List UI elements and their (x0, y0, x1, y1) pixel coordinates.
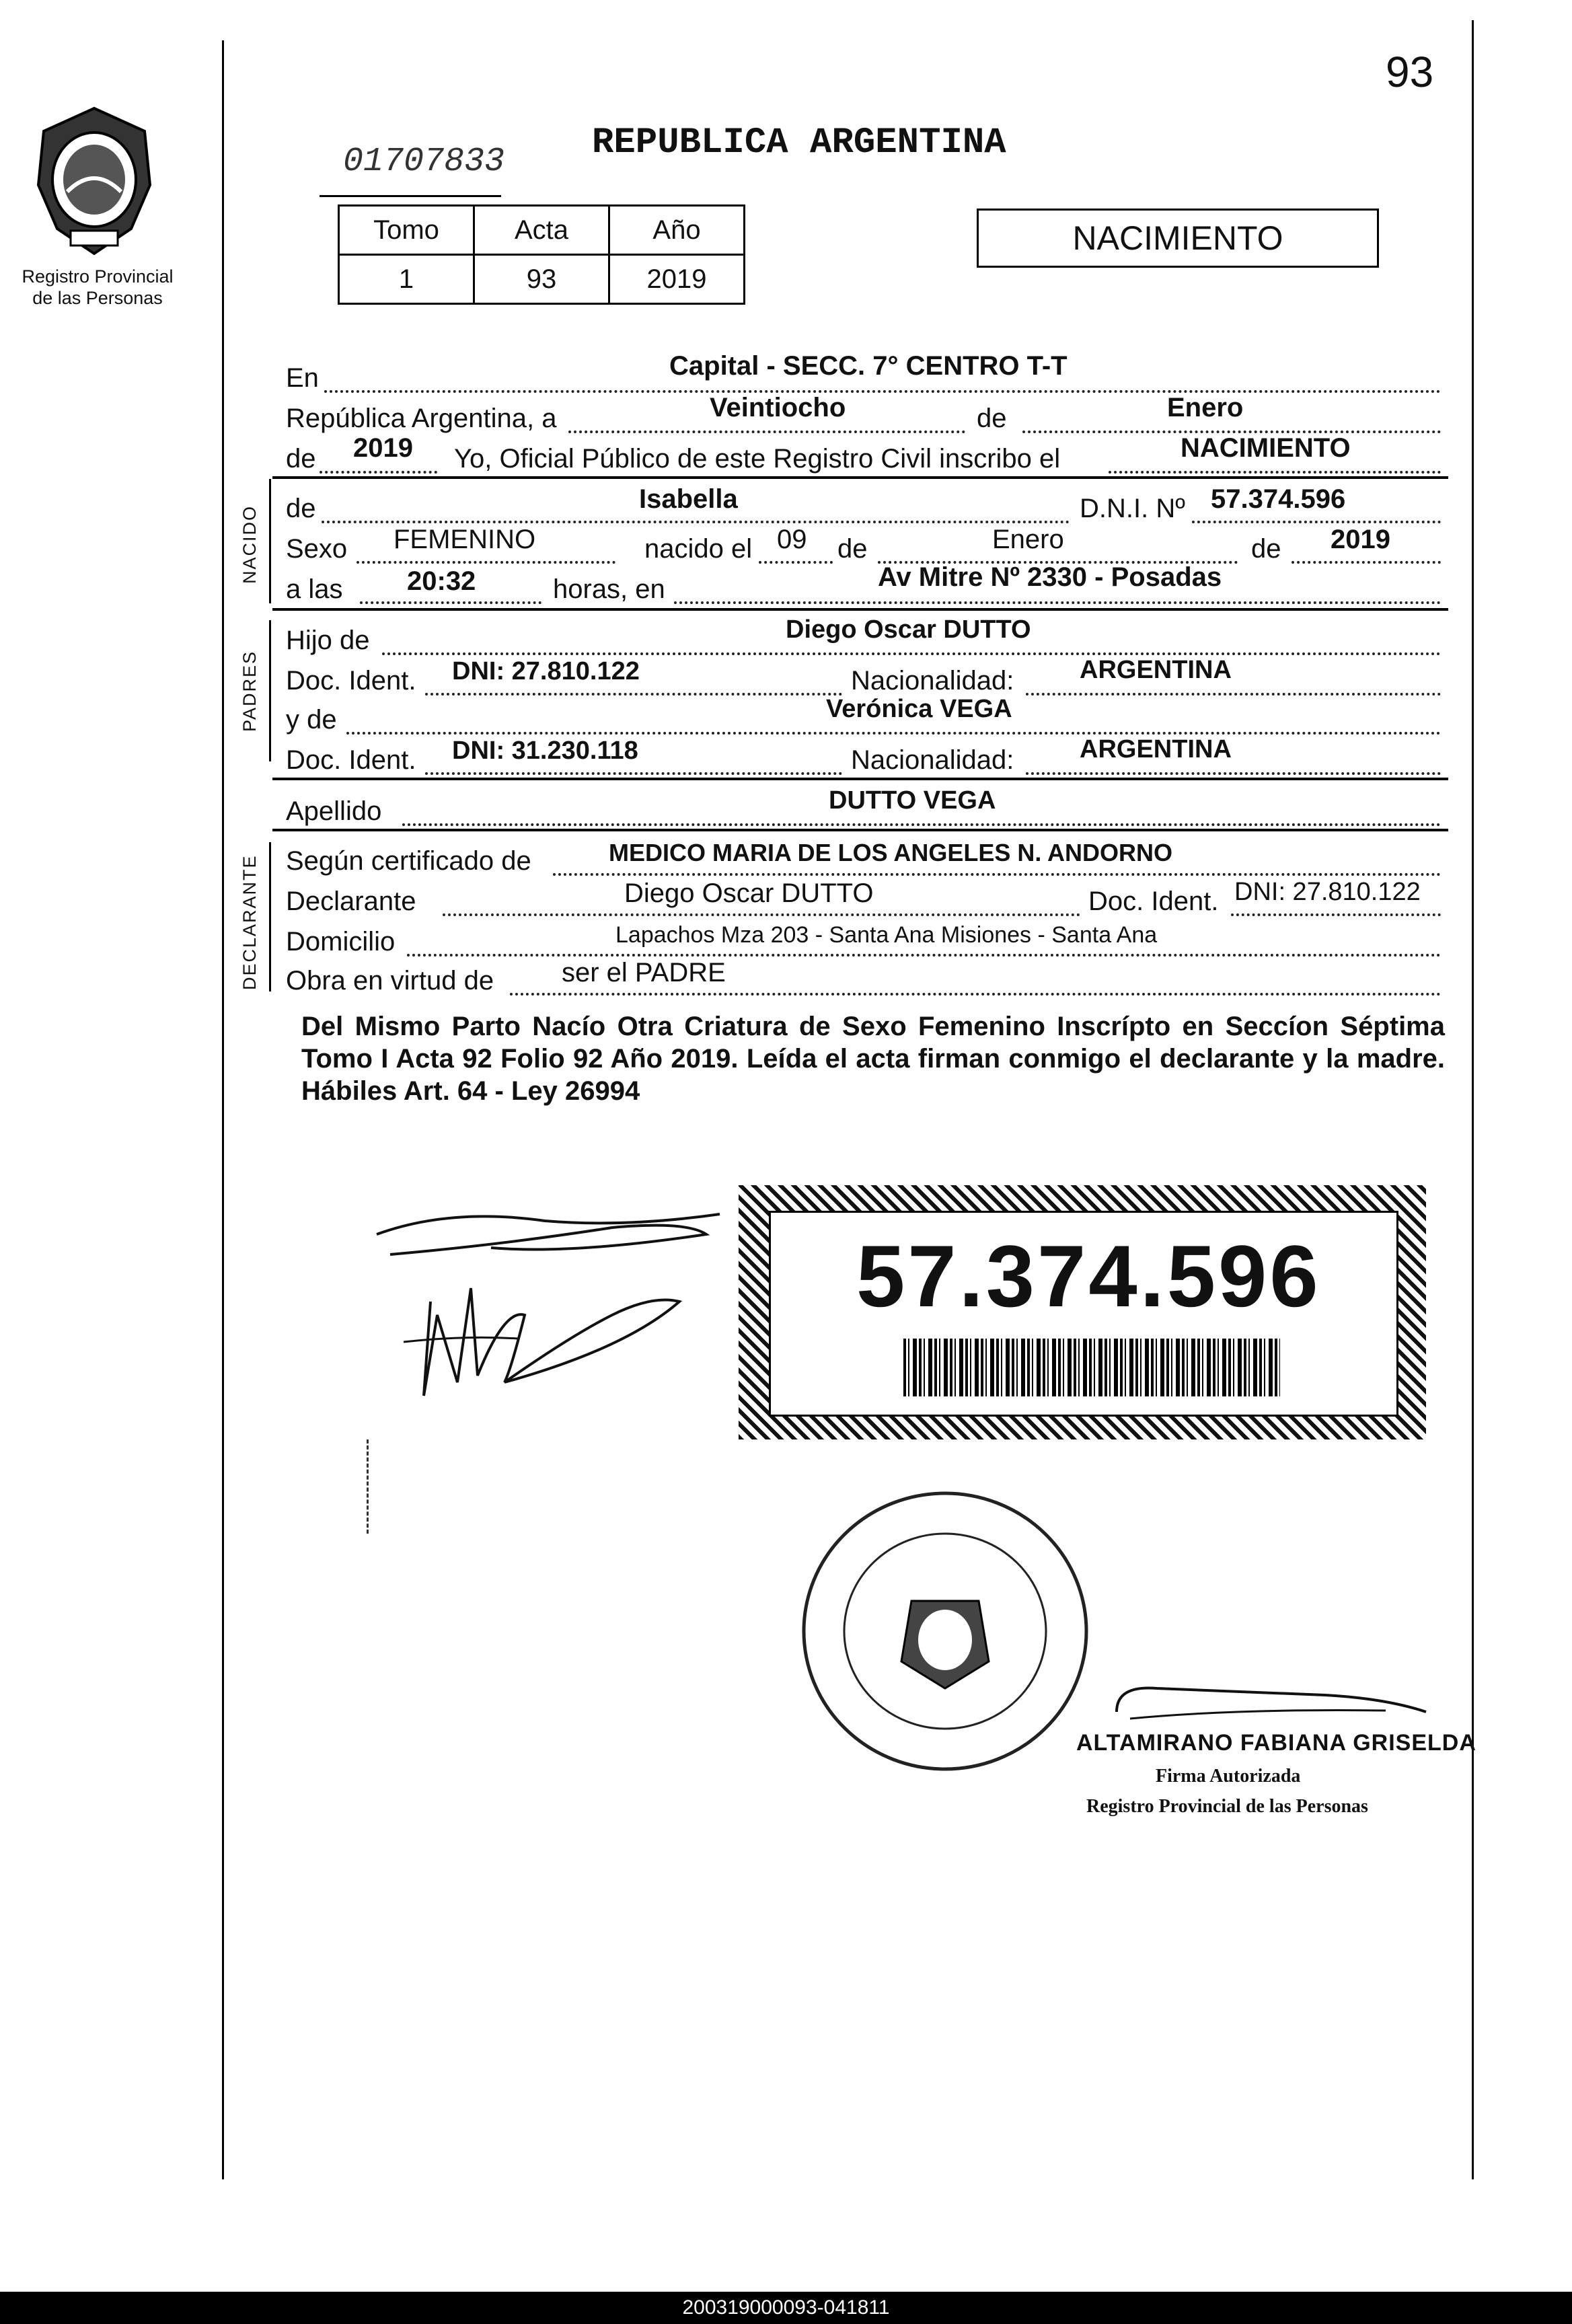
mother-nat-dots (1026, 772, 1441, 775)
hour-suffix: horas, en (553, 574, 665, 604)
date-statement: Yo, Oficial Público de este Registro Civil inscribo el (454, 444, 1061, 474)
cert-label: Según certificado de (286, 846, 531, 876)
obra-value: ser el PADRE (562, 958, 726, 987)
padres-section-label: PADRES (239, 650, 260, 732)
footer-code: 200319000093-041811 (682, 2296, 890, 2319)
signatory-role: Firma Autorizada (1156, 1766, 1301, 1787)
sexo-value: FEMENINO (394, 525, 536, 554)
yde-label: y de (286, 705, 337, 735)
date-act-dots (1109, 471, 1441, 474)
nacido-bar (269, 479, 271, 603)
table-value-tomo: 1 (339, 255, 474, 304)
nacido-dni-label: D.N.I. Nº (1080, 494, 1185, 523)
father-nat-dots (1026, 693, 1441, 696)
father-doc-label: Doc. Ident. (286, 666, 416, 696)
nacido-dni-dots (1192, 521, 1441, 523)
date-de1: de (977, 404, 1007, 433)
mother-doc-label: Doc. Ident. (286, 745, 416, 775)
nacido-de-label: de (286, 494, 316, 523)
footer-bar (0, 2292, 1572, 2324)
dom-value: Lapachos Mza 203 - Santa Ana Misiones - Santa Ana (615, 922, 1158, 948)
serial-number: 01707833 (343, 143, 505, 181)
nacido-dni: 57.374.596 (1211, 484, 1346, 514)
hour-dots (360, 601, 541, 604)
declarant-signature (370, 1180, 733, 1423)
father-doc-dots (425, 693, 842, 696)
signatory-office: Registro Provincial de las Personas (1086, 1796, 1368, 1817)
apellido-value: DUTTO VEGA (829, 786, 996, 815)
table-value-acta: 93 (474, 255, 609, 304)
registry-table (338, 204, 745, 305)
obra-label: Obra en virtud de (286, 966, 494, 996)
serial-underline (320, 195, 501, 197)
date-act: NACIMIENTO (1181, 433, 1351, 463)
father-nat: ARGENTINA (1080, 656, 1232, 684)
sexo-dots (357, 561, 615, 564)
hour-value: 20:32 (407, 566, 476, 596)
table-header-anio: Año (609, 206, 745, 255)
declarante-section-label: DECLARANTE (239, 854, 260, 990)
dashed-mark (367, 1439, 369, 1534)
logo-caption-line1: Registro Provincial (22, 266, 174, 287)
father-nat-label: Nacionalidad: (851, 666, 1014, 696)
apellido-label: Apellido (286, 796, 382, 826)
nacido-year-dots (1292, 561, 1441, 564)
barcode (903, 1339, 1280, 1396)
date-day-dots (568, 430, 965, 433)
record-type: NACIMIENTO (1072, 219, 1283, 257)
mother-nat-label: Nacionalidad: (851, 745, 1014, 775)
padres-bar (269, 620, 271, 761)
nacido-de-label2: de (837, 534, 868, 564)
table-header-tomo: Tomo (339, 206, 474, 255)
nacido-day-dots (759, 561, 833, 564)
nacido-de-label3: de (1251, 534, 1281, 564)
signatory-signature (1103, 1672, 1453, 1732)
id-label-box (739, 1185, 1426, 1439)
decl-doc-dots (1231, 913, 1441, 916)
nacido-el-label: nacido el (644, 534, 753, 564)
place-dots (324, 390, 1441, 393)
date-year-dots (320, 471, 437, 474)
left-margin-line (222, 40, 224, 2179)
sexo-label: Sexo (286, 534, 348, 564)
page-number: 93 (1386, 48, 1434, 96)
mother-doc-dots (425, 772, 842, 775)
date-month: Enero (1167, 393, 1244, 422)
place-label: En (286, 363, 319, 393)
nacido-name: Isabella (639, 484, 738, 514)
hour-label: a las (286, 574, 343, 604)
date-year: 2019 (353, 433, 413, 463)
father-name: Diego Oscar DUTTO (786, 615, 1031, 644)
date-de2: de (286, 444, 316, 474)
father-doc: DNI: 27.810.122 (452, 657, 640, 685)
signatory-name: ALTAMIRANO FABIANA GRISELDA (1076, 1730, 1476, 1756)
birth-place-dots (674, 601, 1441, 604)
logo-caption-line2: de las Personas (32, 288, 163, 308)
table-value-anio: 2019 (609, 255, 745, 304)
logo-caption (7, 266, 188, 309)
mother-nat: ARGENTINA (1080, 735, 1232, 763)
right-margin-line (1472, 20, 1474, 2179)
decl-doc-label: Doc. Ident. (1088, 887, 1219, 916)
dom-label: Domicilio (286, 927, 396, 957)
section-rule-2 (272, 608, 1448, 611)
section-rule-4 (272, 829, 1448, 831)
nacido-day: 09 (777, 525, 807, 554)
country-heading: REPUBLICA ARGENTINA (592, 122, 1006, 163)
date-prefix: República Argentina, a (286, 404, 557, 433)
decl-dots (443, 913, 1080, 916)
id-label-number: 57.374.596 (856, 1227, 1321, 1325)
place-value: Capital - SECC. 7° CENTRO T-T (669, 351, 1068, 381)
record-type-box (977, 209, 1379, 268)
table-header-acta: Acta (474, 206, 609, 255)
apellido-dots (402, 823, 1441, 826)
declarante-bar (269, 842, 271, 991)
decl-name: Diego Oscar DUTTO (624, 878, 874, 908)
birth-place: Av Mitre Nº 2330 - Posadas (878, 562, 1222, 592)
notes-paragraph: Del Mismo Parto Nacío Otra Criatura de Sexo Femenino Inscrípto en Seccíon Séptima Tomo I Acta 92 Folio 92 Año 2019. Leída el acta firman conmigo el declarante y la madre. Hábiles Art. 64 - Ley 26994 (301, 1012, 1445, 1106)
mother-name: Verónica VEGA (826, 695, 1012, 723)
nacido-section-label: NACIDO (239, 504, 260, 584)
obra-dots (510, 993, 1441, 996)
mother-doc: DNI: 31.230.118 (452, 737, 638, 765)
section-rule-3 (272, 778, 1448, 780)
decl-label: Declarante (286, 887, 416, 916)
province-logo (30, 104, 158, 259)
date-day: Veintiocho (710, 393, 846, 422)
nacido-year: 2019 (1331, 525, 1390, 554)
section-rule-1 (272, 476, 1448, 479)
decl-doc: DNI: 27.810.122 (1234, 878, 1421, 906)
cert-value: MEDICO MARIA DE LOS ANGELES N. ANDORNO (609, 839, 1173, 866)
official-seal (797, 1487, 1093, 1776)
hijo-label: Hijo de (286, 626, 370, 655)
nacido-month: Enero (992, 525, 1064, 554)
